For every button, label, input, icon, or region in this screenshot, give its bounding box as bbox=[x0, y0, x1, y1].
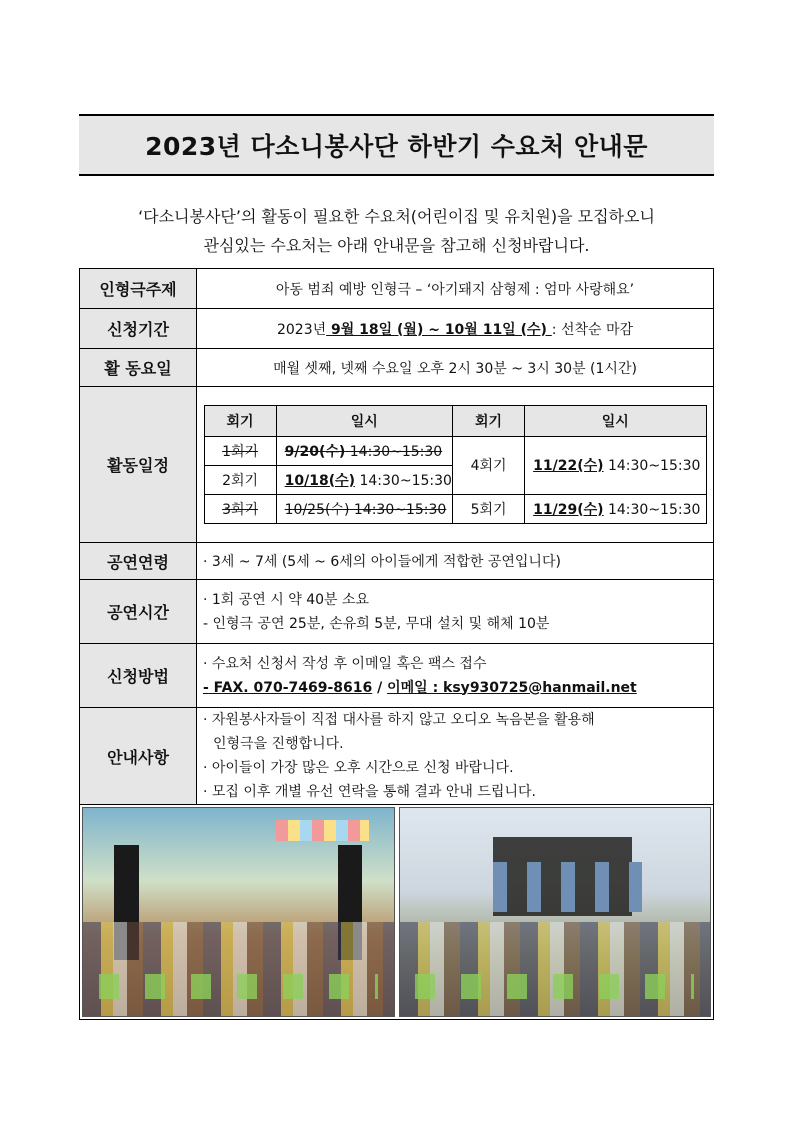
notes-value bbox=[197, 708, 714, 805]
period-row bbox=[80, 309, 714, 349]
children-group bbox=[400, 922, 711, 1016]
intro-line-2: 관심있는 수요처는 아래 안내문을 참고해 신청바랍니다. bbox=[203, 236, 590, 255]
intro-line-1: ‘다소니봉사단’의 활동이 필요한 수요처(어린이집 및 유치원)을 모집하오니 bbox=[138, 207, 655, 226]
period-suffix: : 선착순 마감 bbox=[551, 321, 634, 338]
schedule-label: 활동일정 bbox=[80, 387, 197, 543]
schedule-table bbox=[204, 405, 707, 524]
volunteer-performers bbox=[493, 862, 642, 912]
info-table bbox=[79, 268, 714, 1020]
duration-line-1: · 1회 공연 시 약 40분 소요 bbox=[203, 591, 370, 608]
date-5-day: 11/29(수) bbox=[533, 501, 604, 518]
age-row bbox=[80, 543, 714, 580]
photos-row bbox=[80, 805, 714, 1020]
duration-line-2: - 인형극 공연 25분, 손유희 5분, 무대 설치 및 해체 10분 bbox=[203, 615, 550, 632]
date-3-time: 14:30~15:30 bbox=[349, 501, 447, 518]
date-1 bbox=[276, 436, 452, 465]
period-value bbox=[197, 309, 714, 349]
schedule-header bbox=[204, 405, 706, 436]
round-3: 3회기 bbox=[204, 494, 276, 523]
age-value: · 3세 ~ 7세 (5세 ~ 6세의 아이들에게 적합한 공연입니다) bbox=[197, 543, 714, 580]
theme-label: 인형극주제 bbox=[80, 269, 197, 309]
notes-line-3: · 아이들이 가장 많은 오후 시간으로 신청 바랍니다. bbox=[203, 760, 514, 776]
chairs bbox=[99, 974, 378, 999]
header-date-2: 일시 bbox=[525, 405, 706, 436]
apply-line-2 bbox=[197, 676, 713, 700]
date-4 bbox=[525, 436, 706, 494]
round-5: 5회기 bbox=[452, 494, 524, 523]
apply-line-1: · 수요처 신청서 작성 후 이메일 혹은 팩스 접수 bbox=[203, 655, 487, 672]
duration-row bbox=[80, 580, 714, 644]
days-row bbox=[80, 349, 714, 387]
schedule-row bbox=[80, 387, 714, 543]
round-1: 1회기 bbox=[204, 436, 276, 465]
notes-line-1: · 자원봉사자들이 직접 대사를 하지 않고 오디오 녹음본을 활용해 bbox=[203, 712, 595, 728]
header-round-2: 회기 bbox=[452, 405, 524, 436]
period-label: 신청기간 bbox=[80, 309, 197, 349]
apply-separator: / bbox=[372, 679, 388, 696]
date-5 bbox=[525, 494, 706, 523]
apply-row bbox=[80, 644, 714, 708]
date-4-day: 11/22(수) bbox=[533, 458, 604, 474]
apply-dash: - bbox=[203, 679, 209, 696]
email-link[interactable]: 이메일 : ksy930725@hanmail.net bbox=[387, 679, 637, 696]
date-2 bbox=[276, 465, 452, 494]
notes-row bbox=[80, 708, 714, 805]
photo-performers-stage bbox=[399, 807, 712, 1017]
date-1-time: 14:30~15:30 bbox=[345, 443, 443, 460]
days-value: 매월 셋째, 넷째 수요일 오후 2시 30분 ~ 3시 30분 (1시간) bbox=[197, 349, 714, 387]
page-title: 2023년 다소니봉사단 하반기 수요처 안내문 bbox=[145, 132, 648, 161]
chairs bbox=[415, 974, 694, 999]
theme-row bbox=[80, 269, 714, 309]
date-1-day: 9/20(수) bbox=[284, 443, 346, 460]
schedule-row-1 bbox=[204, 436, 706, 465]
notes-label: 안내사항 bbox=[80, 708, 197, 805]
date-4-time: 14:30~15:30 bbox=[603, 458, 701, 474]
apply-label: 신청방법 bbox=[80, 644, 197, 708]
days-label: 활 동요일 bbox=[80, 349, 197, 387]
photo-classroom-audience bbox=[82, 807, 395, 1017]
period-year: 2023년 bbox=[276, 321, 327, 338]
notes-line-2: 인형극을 진행합니다. bbox=[213, 736, 344, 752]
theme-value: 아동 범죄 예방 인형극 – ‘아기돼지 삼형제 : 엄마 사랑해요’ bbox=[197, 269, 714, 309]
duration-label: 공연시간 bbox=[80, 580, 197, 644]
date-3-day: 10/25(수) bbox=[284, 501, 350, 518]
schedule-cell bbox=[197, 387, 714, 543]
round-4: 4회기 bbox=[452, 436, 524, 494]
title-box bbox=[79, 114, 714, 176]
schedule-row-3 bbox=[204, 494, 706, 523]
age-label: 공연연령 bbox=[80, 543, 197, 580]
photos-cell bbox=[80, 805, 714, 1020]
fax-number: FAX. 070-7469-8616 bbox=[208, 679, 373, 696]
photos bbox=[80, 805, 713, 1019]
date-2-time: 14:30~15:30 bbox=[355, 472, 452, 489]
date-5-time: 14:30~15:30 bbox=[603, 501, 701, 518]
header-date-1: 일시 bbox=[276, 405, 452, 436]
duration-value bbox=[197, 580, 714, 644]
apply-value bbox=[197, 644, 714, 708]
round-2: 2회기 bbox=[204, 465, 276, 494]
header-round-1: 회기 bbox=[204, 405, 276, 436]
period-range: 9월 18일 (월) ~ 10월 11일 (수) bbox=[326, 321, 552, 338]
notes-line-4: · 모집 이후 개별 유선 연락을 통해 결과 안내 드립니다. bbox=[203, 784, 536, 800]
children-group bbox=[83, 922, 394, 1016]
date-2-day: 10/18(수) bbox=[284, 472, 356, 489]
birthday-banner bbox=[276, 820, 369, 841]
date-3 bbox=[276, 494, 452, 523]
